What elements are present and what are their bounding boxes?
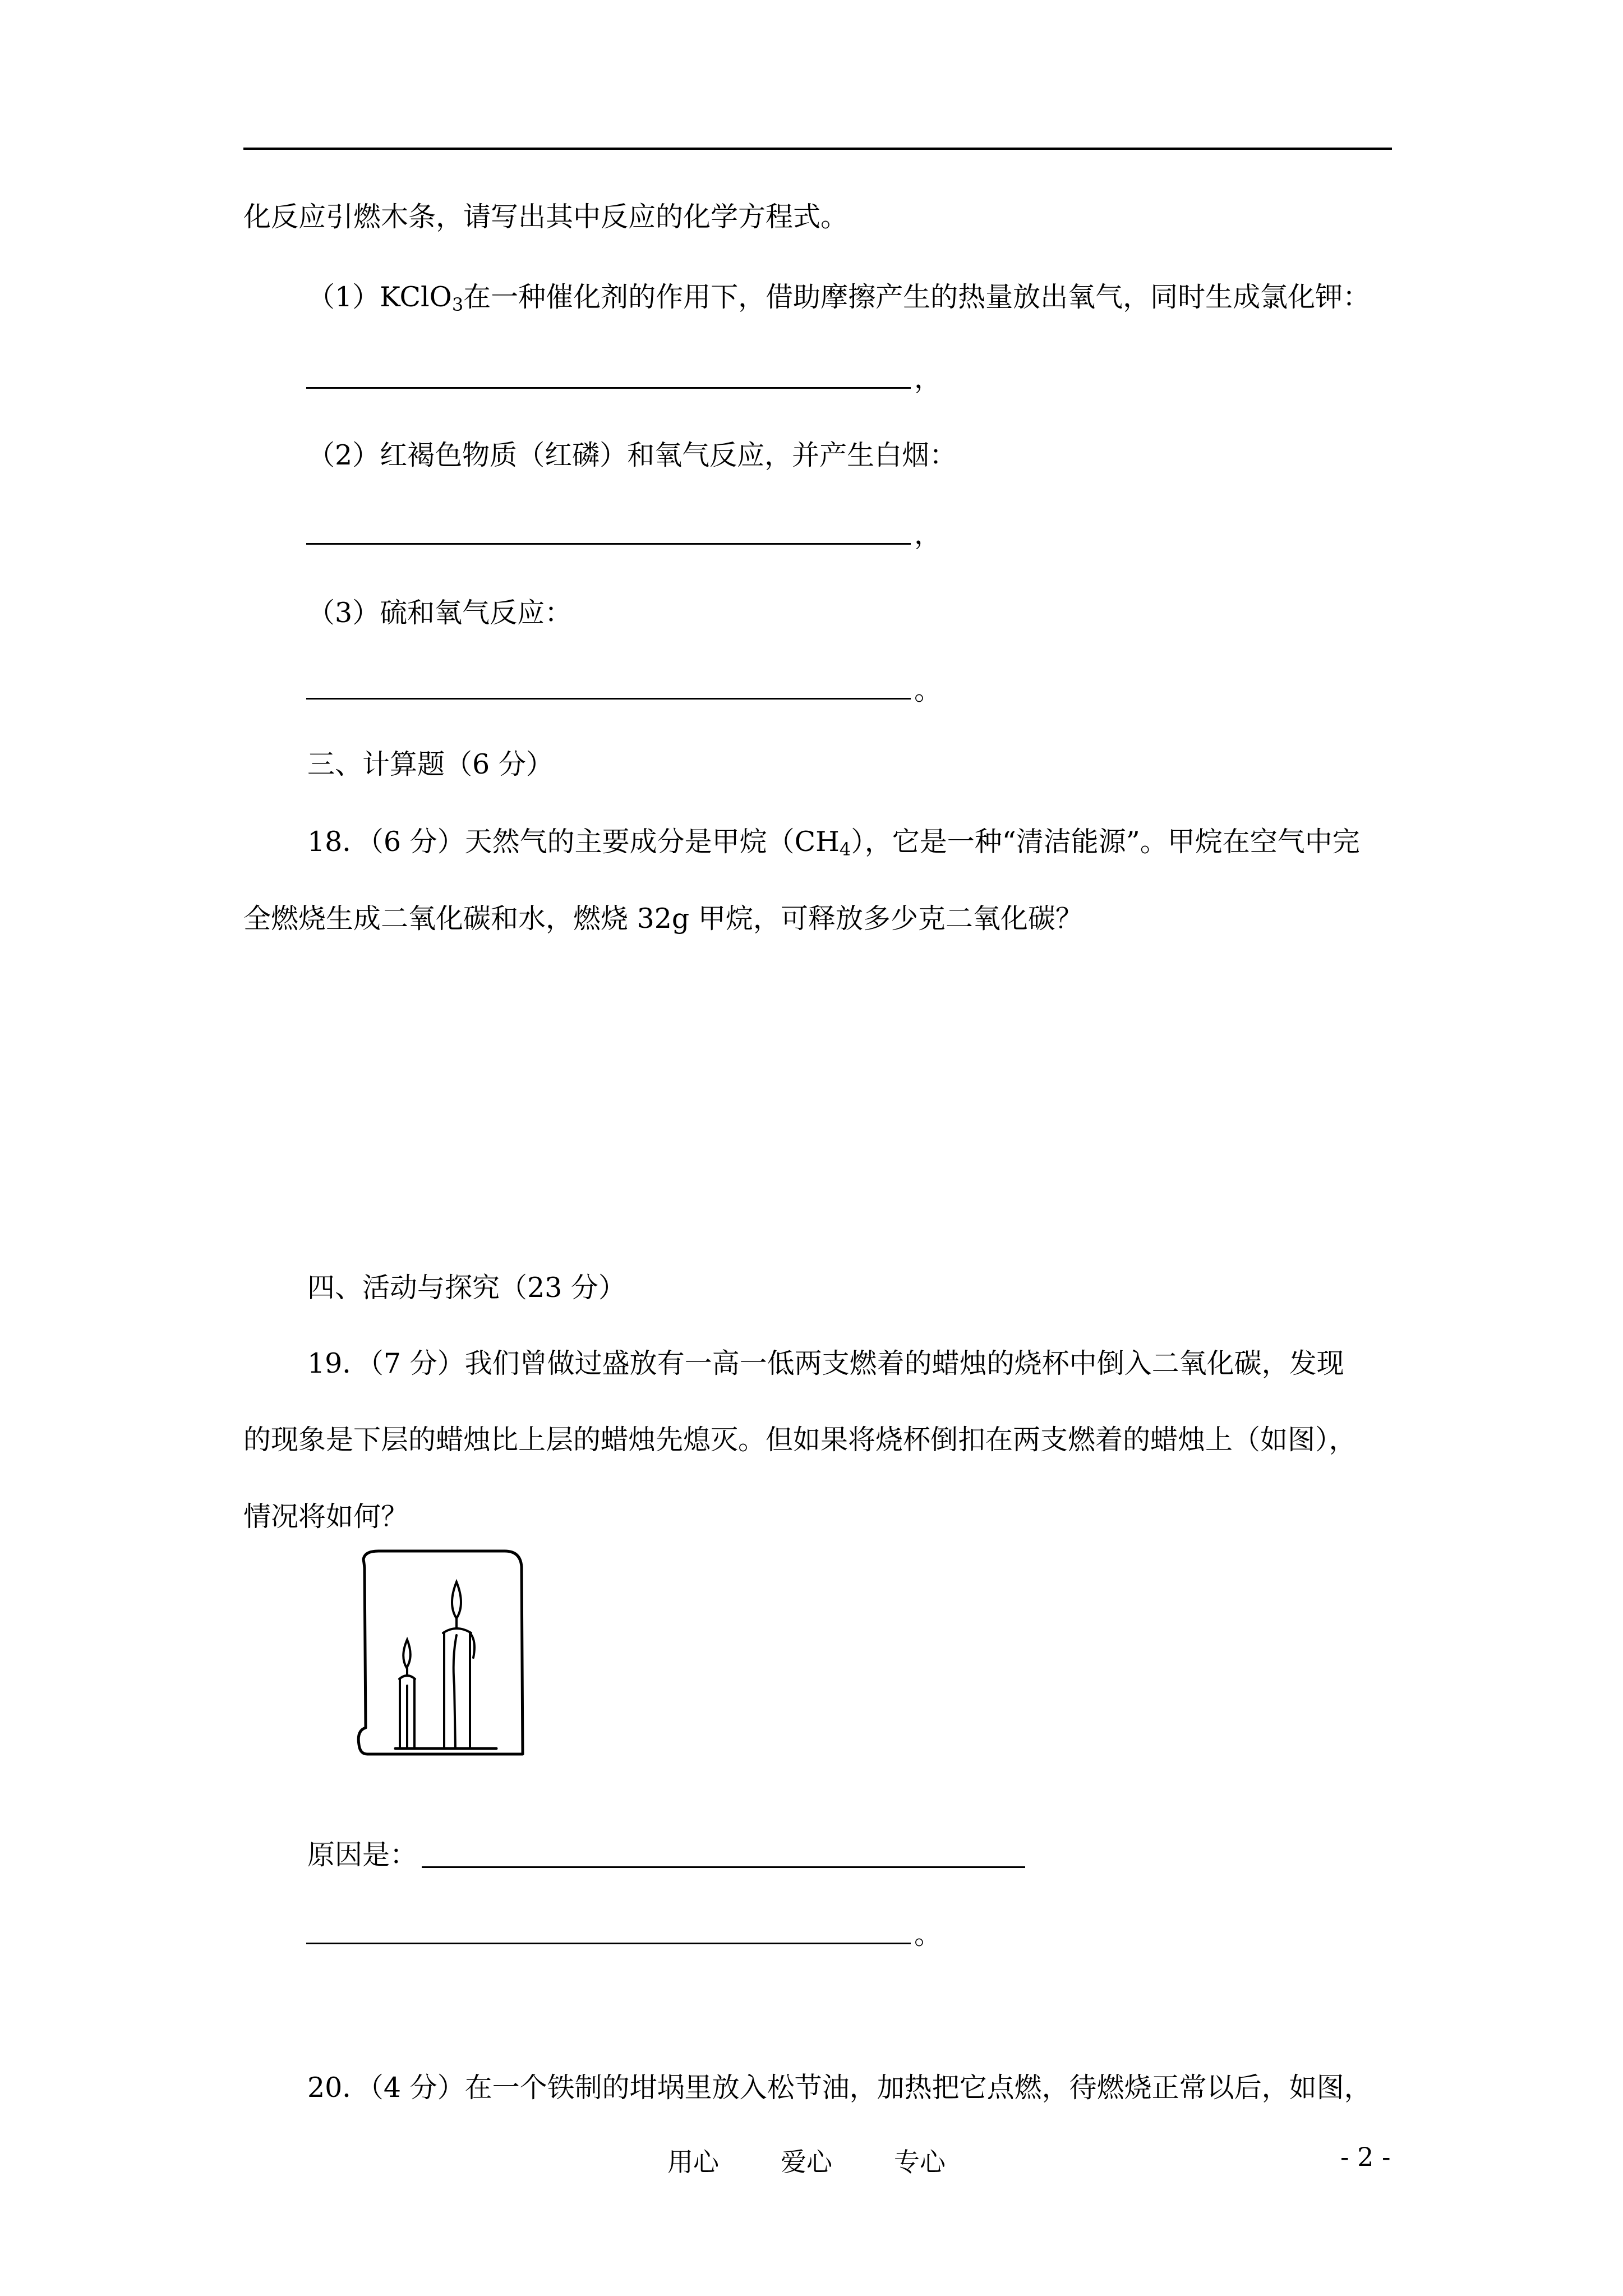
- q19-line1: 19．（7 分）我们曾做过盛放有一高一低两支燃着的蜡烛的烧杯中倒入二氧化碳，发现: [307, 1347, 1344, 1379]
- reason-end: 。: [914, 1918, 942, 1950]
- short-candle: [399, 1640, 415, 1749]
- reason-label: 原因是：: [307, 1839, 418, 1871]
- q19-line2: 的现象是下层的蜡烛比上层的蜡烛先熄灭。但如果将烧杯倒扣在两支燃着的蜡烛上（如图），: [243, 1424, 1357, 1456]
- section4-heading: 四、活动与探究（23 分）: [307, 1272, 626, 1304]
- answer-blank-2[interactable]: [306, 543, 911, 545]
- blank-1-end: ，: [914, 362, 942, 394]
- blank-3-end: 。: [914, 674, 942, 706]
- page-number: - 2 -: [1340, 2142, 1391, 2172]
- q17-item1: （1）KClO$_3$在一种催化剂的作用下，借助摩擦产生的热量放出氧气，同时生成氯化钾：: [307, 281, 1371, 315]
- q17-item3: （3）硫和氧气反应：: [307, 597, 573, 629]
- intro-line: 化反应引燃木条，请写出其中反应的化学方程式。: [243, 201, 849, 233]
- blank-2-end: ，: [914, 518, 942, 550]
- beaker-candles-figure: [336, 1545, 533, 1770]
- reason-blank-1[interactable]: [422, 1866, 1025, 1868]
- q18-line2: 全燃烧生成二氧化碳和水，燃烧 32g 甲烷，可释放多少克二氧化碳？: [243, 903, 1083, 935]
- reason-blank-2[interactable]: [306, 1943, 911, 1944]
- header-rule: [243, 148, 1392, 150]
- section3-heading: 三、计算题（6 分）: [307, 748, 554, 780]
- inverted-beaker: [358, 1551, 523, 1754]
- q17-item2: （2）红褐色物质（红磷）和氧气反应，并产生白烟：: [307, 439, 957, 471]
- tall-candle: [443, 1582, 474, 1749]
- answer-blank-1[interactable]: [306, 387, 911, 389]
- footer-motto-3: 专心: [894, 2147, 946, 2177]
- q18-line1: 18．（6 分）天然气的主要成分是甲烷$(CH_4)$，它是一种“清洁能源”。甲烷在空气中完: [307, 826, 1360, 860]
- q19-line3: 情况将如何？: [243, 1501, 409, 1533]
- footer-motto: [667, 2142, 946, 2179]
- q20-line1: 20．（4 分）在一个铁制的坩埚里放入松节油，加热把它点燃，待燃烧正常以后，如图，: [307, 2072, 1372, 2104]
- footer-motto-1: 用心: [667, 2147, 719, 2177]
- answer-blank-3[interactable]: [306, 698, 911, 700]
- footer-motto-2: 爱心: [781, 2147, 832, 2177]
